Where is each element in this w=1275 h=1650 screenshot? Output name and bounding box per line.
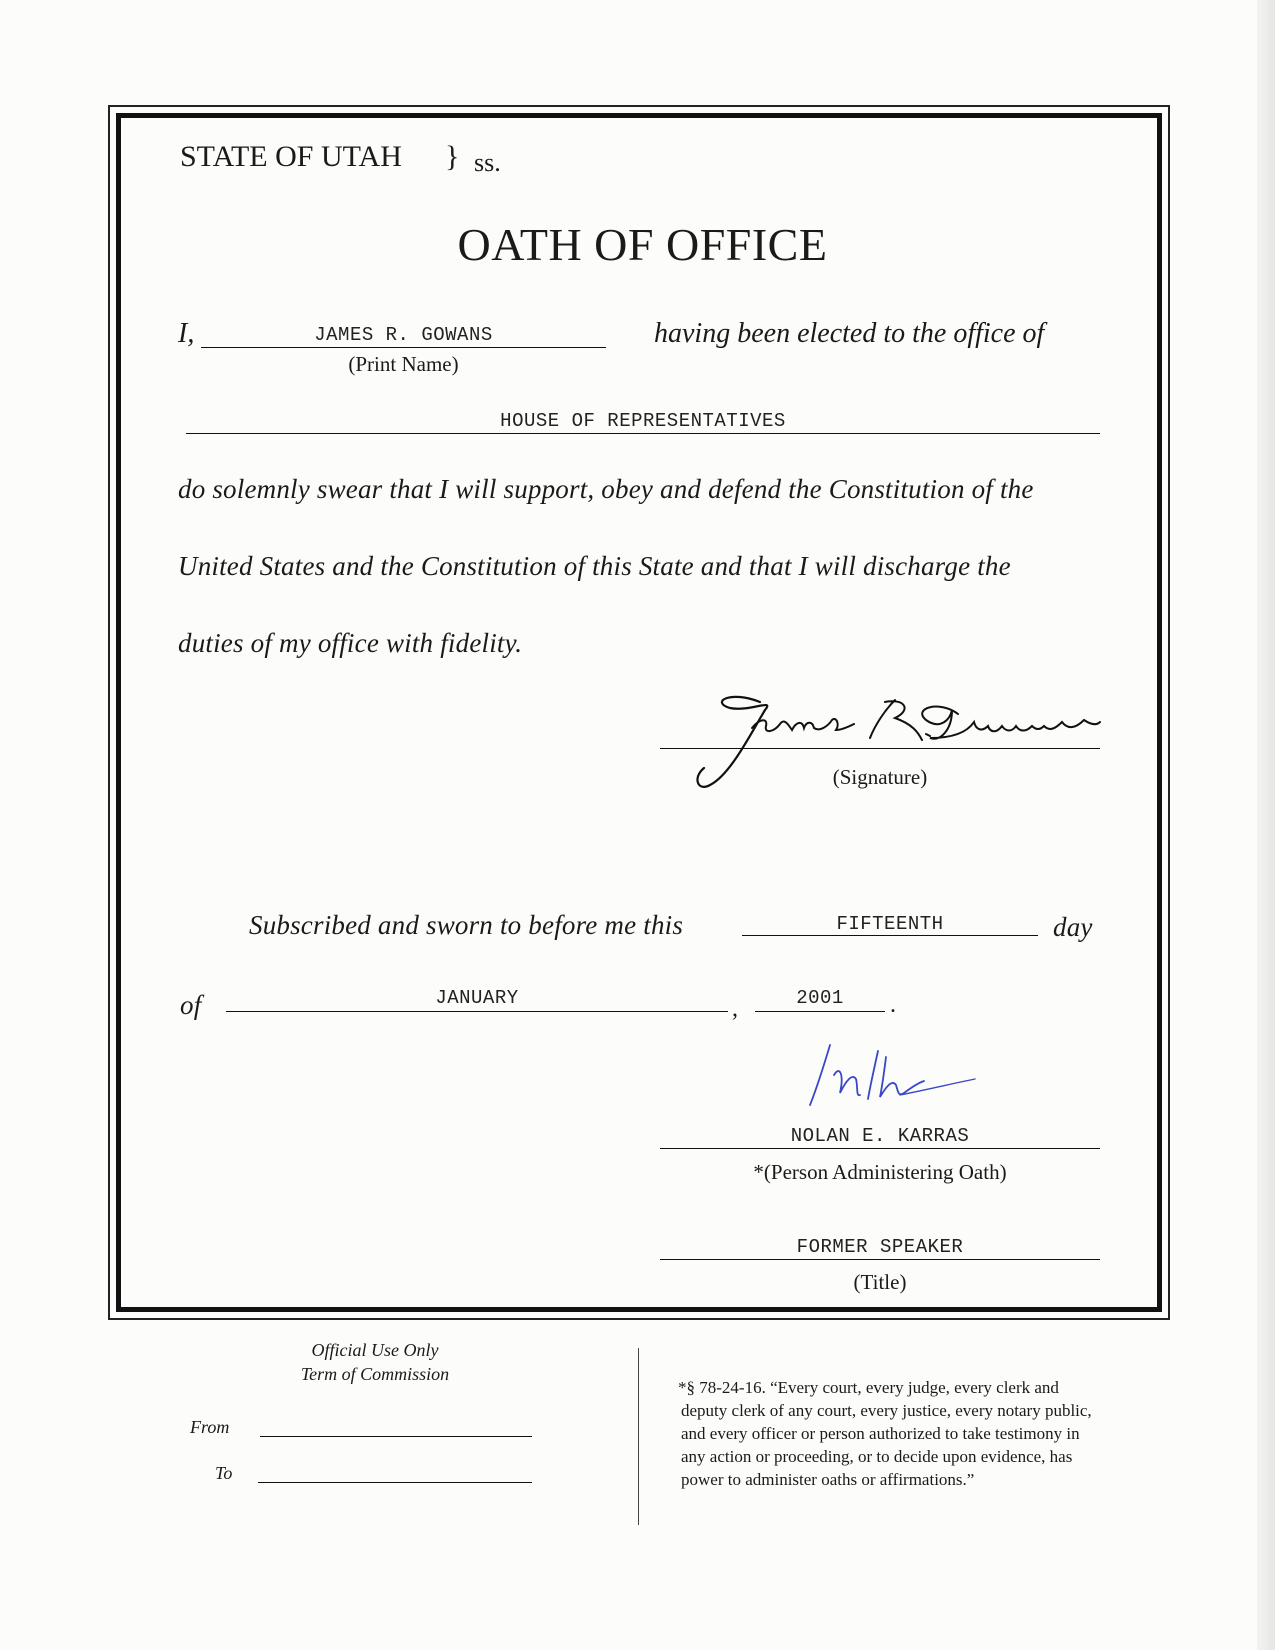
- sworn-prefix: Subscribed and sworn to before me this: [249, 910, 684, 940]
- year-period: .: [890, 992, 896, 1018]
- month-line: [226, 1011, 728, 1012]
- state-label: STATE OF UTAH: [180, 140, 402, 173]
- statute-line-2: deputy clerk of any court, every justice, every notary public,: [681, 1401, 1092, 1420]
- statute-line-3: and every officer or person authorized to take testimony in: [681, 1424, 1080, 1443]
- print-name-value: JAMES R. GOWANS: [314, 324, 493, 346]
- divider-line: [638, 1348, 639, 1525]
- elected-text: having been elected to the office of: [654, 318, 1045, 349]
- day-line: [742, 935, 1038, 936]
- brace-symbol: }: [445, 140, 460, 173]
- office-line: [186, 433, 1100, 434]
- office-value: HOUSE OF REPRESENTATIVES: [500, 410, 786, 432]
- term-of-commission-heading: Term of Commission: [300, 1364, 450, 1384]
- title-value: FORMER SPEAKER: [796, 1236, 964, 1258]
- signature-line: [660, 748, 1100, 749]
- oath-text-line-2: United States and the Constitution of this State and that I will discharge the: [178, 551, 1011, 581]
- title-caption: (Title): [853, 1270, 907, 1294]
- statute-line-4: any action or proceeding, or to decide upon evidence, has: [681, 1447, 1073, 1466]
- page-title: OATH OF OFFICE: [457, 219, 828, 270]
- to-line: [258, 1482, 532, 1483]
- administrator-signature: [800, 1035, 980, 1115]
- signature-caption: (Signature): [832, 765, 928, 789]
- month-comma: ,: [732, 996, 738, 1022]
- oath-text-line-3: duties of my office with fidelity.: [178, 628, 523, 658]
- day-word: day: [1053, 912, 1093, 942]
- year-value: 2001: [796, 987, 844, 1009]
- administrator-name-value: NOLAN E. KARRAS: [790, 1125, 970, 1147]
- to-label: To: [215, 1463, 233, 1483]
- from-line: [260, 1436, 532, 1437]
- official-use-heading: Official Use Only: [311, 1340, 439, 1360]
- title-line: [660, 1259, 1100, 1260]
- day-value: FIFTEENTH: [836, 913, 944, 935]
- print-name-line: [201, 347, 606, 348]
- ss-label: ss.: [474, 148, 501, 177]
- print-name-caption: (Print Name): [348, 352, 459, 376]
- month-value: JANUARY: [435, 987, 519, 1009]
- statute-line-5: power to administer oaths or affirmations.”: [681, 1470, 975, 1489]
- statute-line-1: *§ 78-24-16. “Every court, every judge, every clerk and: [678, 1378, 1059, 1397]
- oath-text-line-1: do solemnly swear that I will support, obey and defend the Constitution of the: [178, 474, 1034, 504]
- year-line: [755, 1011, 885, 1012]
- administrator-caption: *(Person Administering Oath): [753, 1160, 1007, 1184]
- administrator-line: [660, 1148, 1100, 1149]
- oath-pronoun: I,: [178, 318, 195, 349]
- from-label: From: [190, 1417, 230, 1437]
- of-word: of: [180, 990, 202, 1020]
